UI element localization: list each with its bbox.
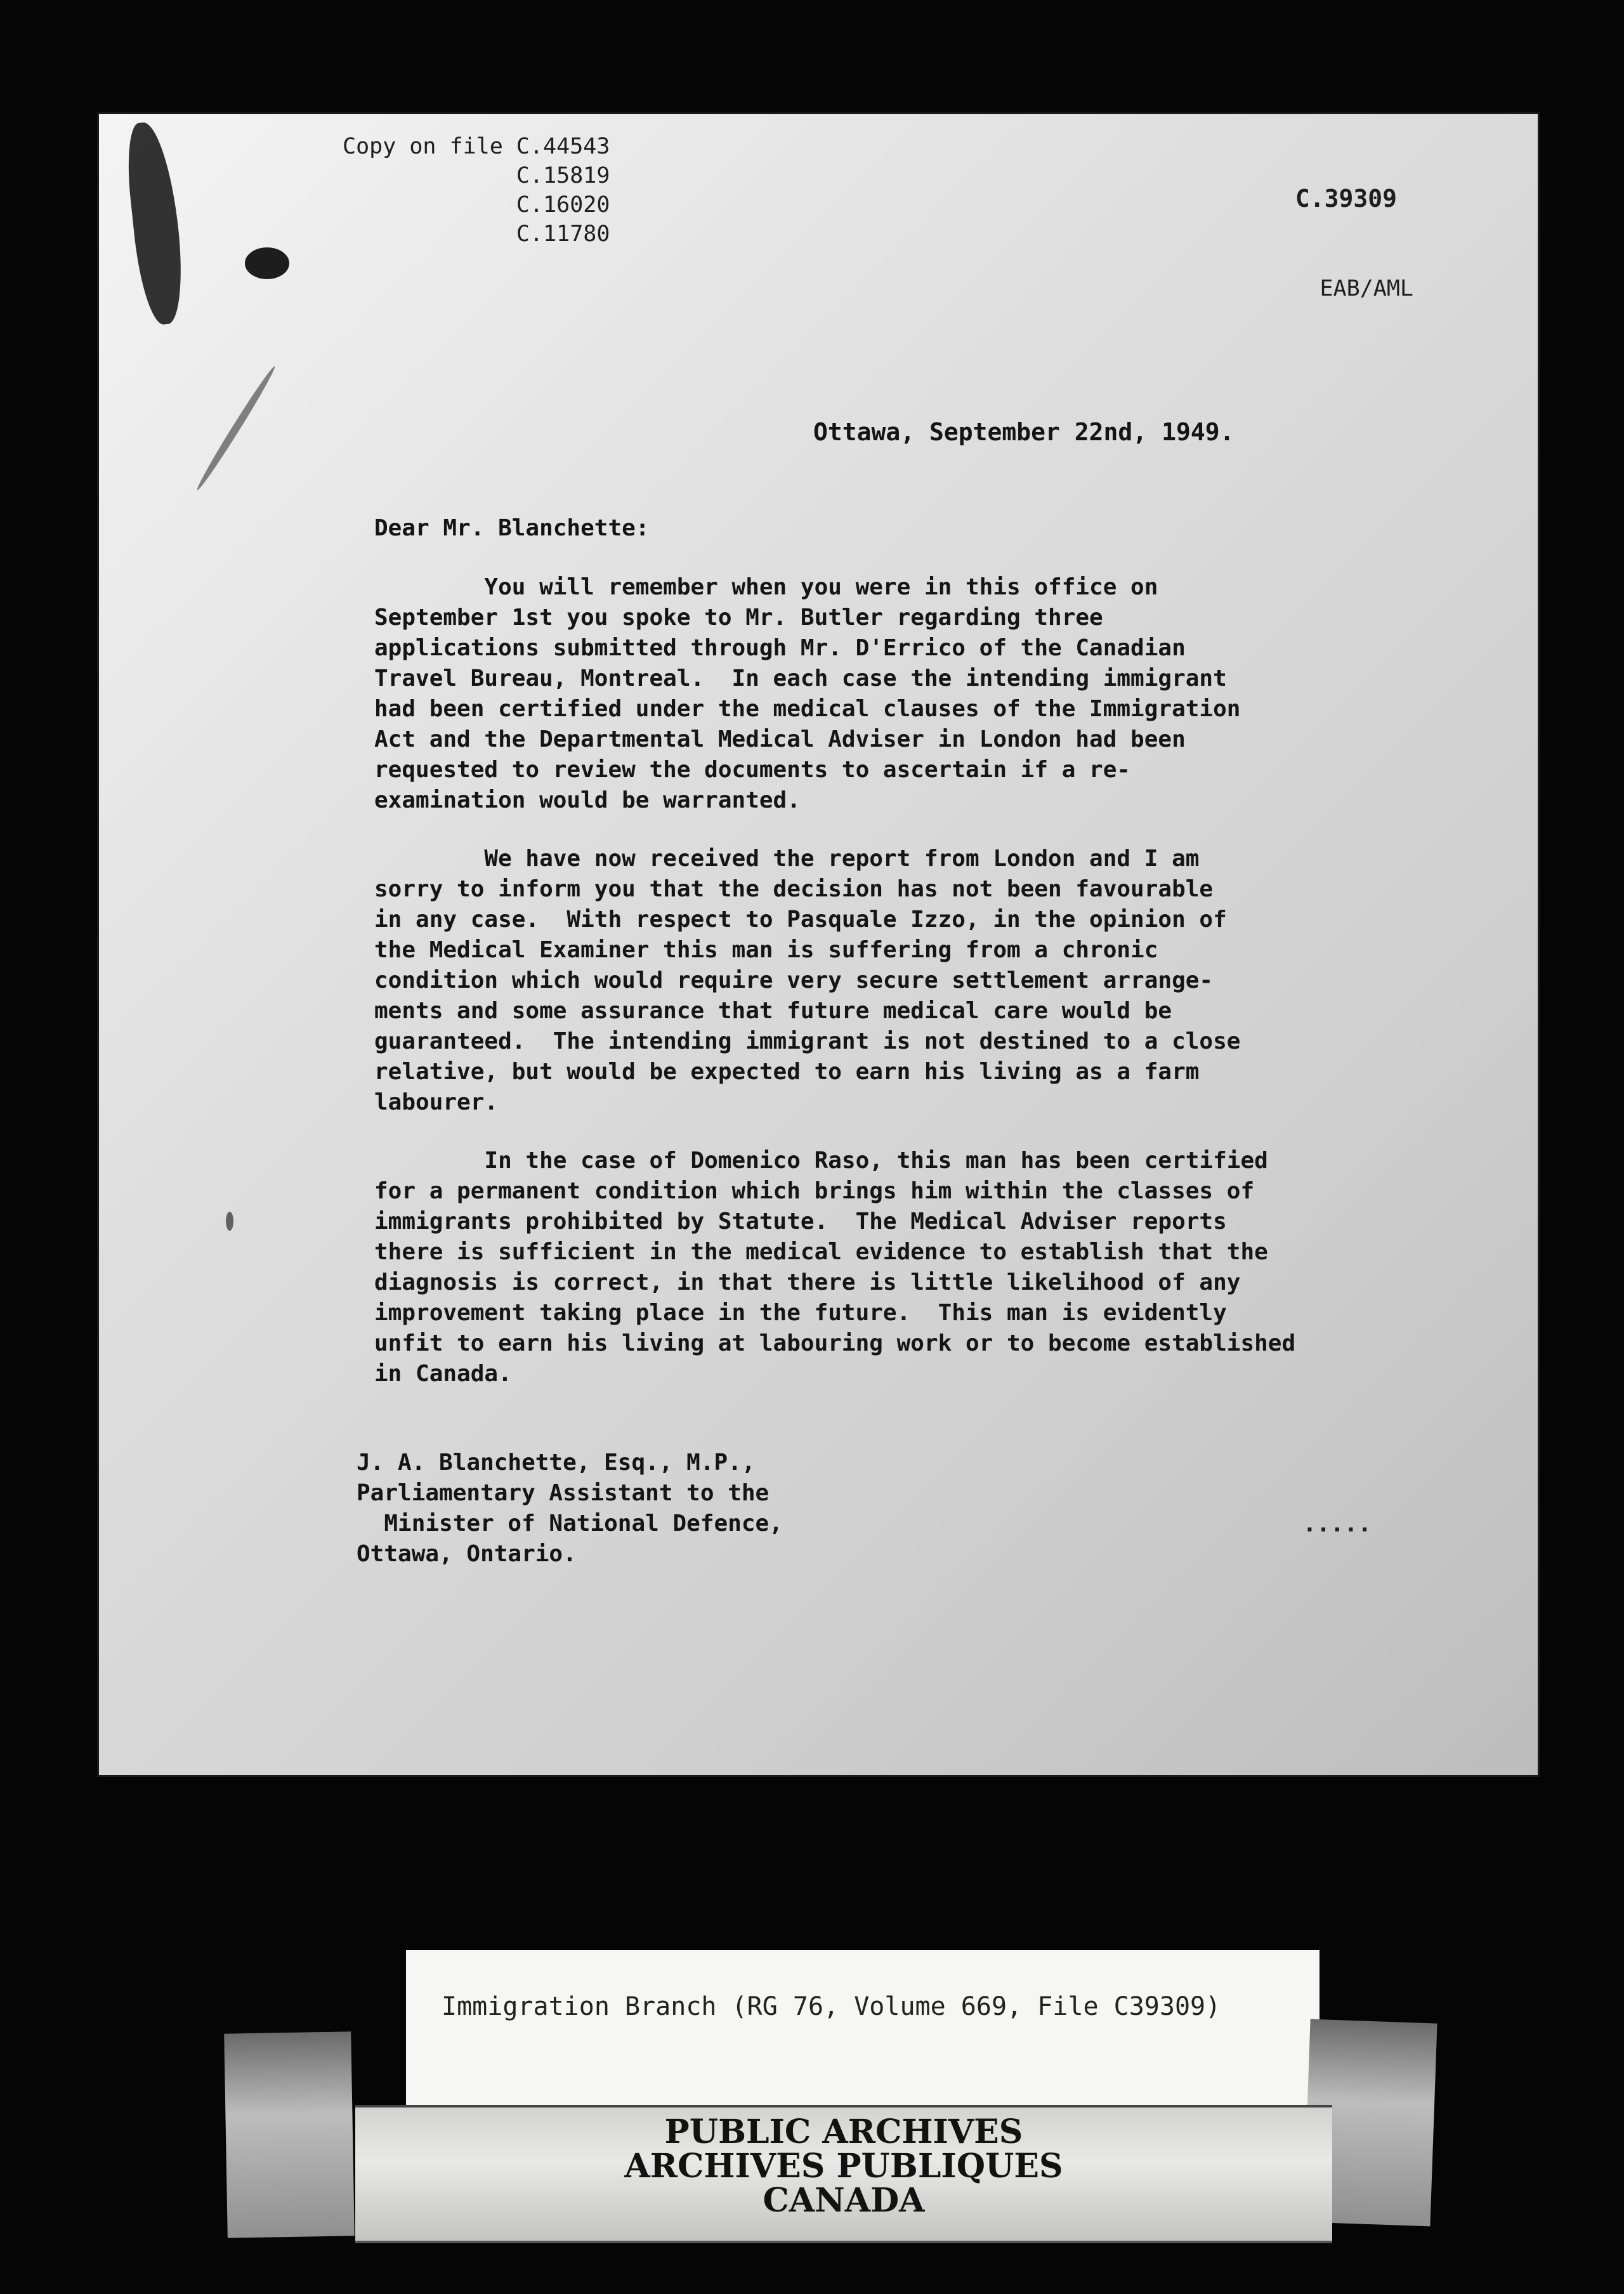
body-paragraph-3: In the case of Domenico Raso, this man has been certified for a permanent condition which brings him within the classes of immigrants prohibited by Statute. The Medical Adviser reports there is sufficient in the medical evidence to establish that the diagnosis is correct, in that there is little likelihood of any improvement taking place in the future. This man is evidently unfit to earn his living at labouring work or to become established in Canada.: [374, 1148, 1296, 1387]
stamp-line: PUBLIC ARCHIVES: [664, 2113, 1023, 2151]
archive-stamp-text: [355, 2115, 1332, 2218]
archive-stamp: [355, 2105, 1332, 2243]
ink-smudge: [122, 120, 188, 327]
typist-initials: EAB/AML: [1320, 276, 1413, 301]
letter-page: [99, 114, 1538, 1775]
stamp-line: CANADA: [763, 2181, 925, 2220]
recipient-address: J. A. Blanchette, Esq., M.P., Parliamentary Assistant to the Minister of National Defence, Ottawa, Ontario.: [357, 1450, 783, 1567]
body-paragraph-1: You will remember when you were in this office on September 1st you spoke to Mr. Butler regarding three applications submitted through Mr. D'Errico of the Canadian Travel Bureau, Montreal. In each case the intending immigrant had been certified under the medical clauses of the Immigration Act and the Departmental Medical Adviser in London had been requested to review the documents to ascertain if a re- examination would be warranted.: [374, 574, 1241, 813]
continued-mark: .....: [1302, 1511, 1372, 1537]
date-line: Ottawa, September 22nd, 1949.: [813, 418, 1234, 446]
file-copy-list: Copy on file C.44543 C.15819 C.16020 C.11780: [343, 134, 610, 247]
tape-strip: [224, 2031, 355, 2238]
archive-caption: Immigration Branch (RG 76, Volume 669, File C39309): [442, 1992, 1221, 2021]
ink-smudge: [194, 364, 278, 492]
reference-number: C.39309: [1295, 185, 1397, 213]
ink-smudge: [226, 1212, 233, 1231]
salutation: Dear Mr. Blanchette:: [374, 515, 650, 541]
body-paragraph-2: We have now received the report from London and I am sorry to inform you that the decision has not been favourable in any case. With respect to Pasquale Izzo, in the opinion of the Medical Examiner this man is suffering from a chronic condition which would require very secure settlement arrange- ments and some assurance that future medical care would be guaranteed. The intending immigrant is not destined to a close relative, but would be expected to earn his living as a farm labourer.: [374, 846, 1241, 1115]
stamp-line: ARCHIVES PUBLIQUES: [624, 2147, 1063, 2186]
ink-smudge: [245, 247, 289, 279]
